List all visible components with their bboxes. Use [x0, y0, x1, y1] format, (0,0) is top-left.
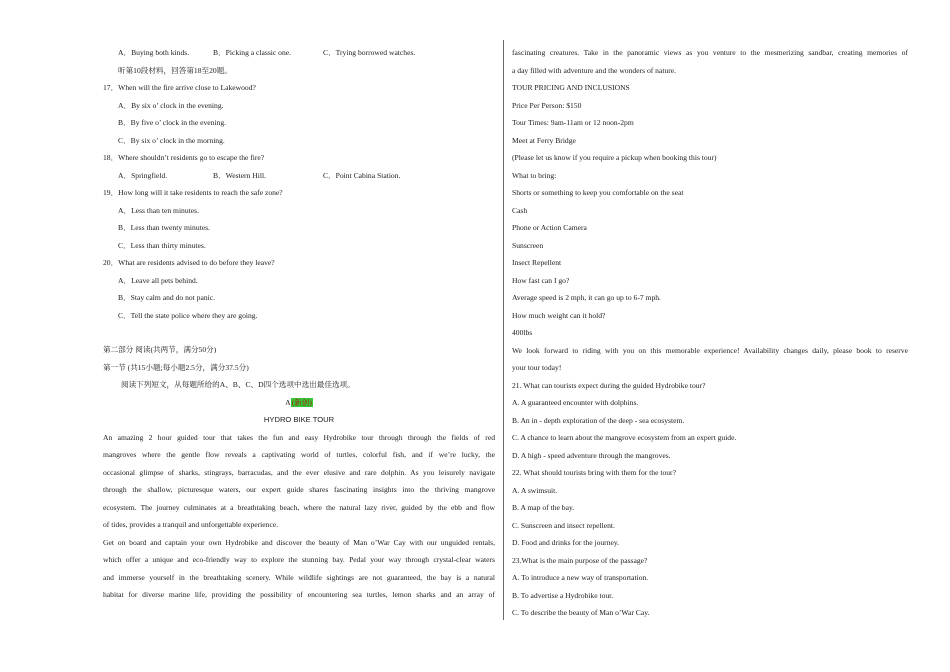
q16-options — [103, 44, 495, 62]
q17-option-b: B．By five o’ clock in the evening. — [118, 118, 227, 127]
passage-letter: A — [285, 397, 291, 407]
q22-option: A. A swimsuit. — [512, 485, 558, 495]
q16-option-a: A．Buying both kinds. — [118, 48, 190, 57]
column-divider — [503, 40, 504, 620]
reading-instruction: 阅读下列短文，从每题所给的A、B、C、D四个选项中选出最佳选项。 — [121, 380, 355, 389]
q19-option-b: B．Less than twenty minutes. — [118, 223, 210, 232]
q23-stem: 23.What is the main purpose of the passage? — [512, 555, 648, 565]
passage-source-tag: (新创) — [291, 397, 312, 407]
para1-line: through the shallow, picturesque waters, our expert guide shares fascinating insights into the thriving mangrove — [103, 485, 495, 494]
q16-option-c: C．Trying borrowed watches. — [323, 48, 416, 57]
section1-title: 第一节 (共15小题;每小题2.5分，满分37.5分) — [103, 362, 249, 372]
spacer — [103, 324, 495, 341]
right-column — [512, 44, 908, 622]
q20-option-c: C．Tell the state police where they are going. — [118, 310, 258, 320]
q21-option: B. An in - depth exploration of the deep - sea ecosystem. — [512, 415, 685, 425]
listen-instruction: 听第10段材料，回答第18至20题。 — [118, 65, 232, 75]
pricing-heading: TOUR PRICING AND INCLUSIONS — [512, 83, 630, 92]
q17-stem: 17．When will the fire arrive close to Lakewood? — [103, 83, 256, 92]
closing-line: your tour today! — [512, 363, 562, 372]
q17-option-c: C．By six o’ clock in the morning. — [118, 135, 225, 145]
q20-option-a: A．Leave all pets behind. — [118, 275, 198, 285]
speed-answer: Average speed is 2 mph, it can go up to 6-7 mph. — [512, 293, 661, 302]
q23-option: A. To introduce a new way of transportation. — [512, 573, 649, 582]
q19-option-a: A．Less than ten minutes. — [118, 205, 199, 215]
para1-line: mangroves where the gentle flow reveals a captivating world of turtles, colorful fish, and if we’re lucky, the — [103, 450, 495, 459]
para2-line: habitat for diverse marine life, providing the possibility of encountering sea turtles, lemon sharks and an array of — [103, 590, 495, 599]
q21-option: A. A guaranteed encounter with dolphins. — [512, 398, 639, 407]
q18-option-a: A．Springfield. — [118, 170, 168, 180]
bring-item: Insect Repellent — [512, 258, 562, 267]
part2-title: 第二部分 阅读(共两节，满分50分) — [103, 345, 217, 354]
para1-line: occasional glimpse of sharks, stingrays, barracudas, and the ever elusive and rare dolphin. As you leisurely navigate — [103, 467, 495, 477]
q16-option-b: B．Picking a classic one. — [213, 48, 292, 57]
q19-stem: 19．How long will it take residents to reach the safe zone? — [103, 188, 283, 197]
bring-item: Phone or Action Camera — [512, 223, 587, 232]
q19-option-c: C．Less than thirty minutes. — [118, 240, 206, 250]
q23-option: C. To describe the beauty of Man o’War Cay. — [512, 608, 650, 617]
passage-continuation-line: fascinating creatures. Take in the panoramic views as you venture to the mesmerizing sandbar, creating memories of — [512, 48, 908, 57]
para1-line: of tides, provides a tranquil and unforgettable experience. — [103, 520, 279, 529]
left-column — [103, 44, 495, 604]
q22-stem: 22. What should tourists bring with them for the tour? — [512, 468, 676, 477]
para1-line: An amazing 2 hour guided tour that takes the fun and easy Hydrobike tour through through the fields of red — [103, 432, 495, 442]
para2-line: and immerse yourself in the breathtaking scenery. While wildlife sightings are not guaranteed, the bay is a natural — [103, 572, 495, 582]
para2-line: which offer a unique and eco-friendly way to explore the stunning bay. Pedal your way through crystal-clear waters — [103, 555, 495, 564]
passage-label — [103, 394, 495, 412]
para1-line: ecosystem. The journey culminates at a breathtaking beach, where the natural lazy river, guided by the ebb and flow — [103, 502, 495, 512]
q22-option: C. Sunscreen and insect repellent. — [512, 520, 615, 530]
q18-stem: 18．Where shouldn’t residents go to escape the fire? — [103, 153, 265, 162]
price-line: Price Per Person: $150 — [512, 100, 582, 110]
q21-option: D. A high - speed adventure through the mangroves. — [512, 450, 671, 460]
what-to-bring-heading: What to bring: — [512, 170, 557, 180]
q20-option-b: B．Stay calm and do not panic. — [118, 293, 216, 302]
q20-stem: 20．What are residents advised to do before they leave? — [103, 258, 275, 267]
q18-option-b: B．Western Hill. — [213, 170, 266, 180]
closing-line: We look forward to riding with you on this memorable experience! Availability changes daily, please book to reserve — [512, 345, 908, 355]
weight-question: How much weight can it hold? — [512, 310, 606, 320]
bring-item: Shorts or something to keep you comfortable on the seat — [512, 188, 684, 197]
tour-times-line: Tour Times: 9am-11am or 12 noon-2pm — [512, 118, 634, 127]
q21-option: C. A chance to learn about the mangrove ecosystem from an expert guide. — [512, 433, 737, 442]
passage-title: HYDRO BIKE TOUR — [263, 415, 335, 424]
bring-item: Cash — [512, 205, 528, 215]
q23-option: B. To advertise a Hydrobike tour. — [512, 590, 614, 600]
weight-answer: 400lbs — [512, 328, 533, 337]
passage-continuation-line: a day filled with adventure and the wonders of nature. — [512, 65, 677, 75]
bring-item: Sunscreen — [512, 240, 544, 250]
q18-options — [103, 167, 495, 185]
passage-paragraph-2 — [103, 534, 495, 604]
speed-question: How fast can I go? — [512, 275, 570, 285]
para2-line: Get on board and captain your own Hydrobike and discover the beauty of Man o’War Cay with our unguided rentals, — [103, 537, 495, 547]
q22-option: D. Food and drinks for the journey. — [512, 538, 620, 547]
pickup-note: (Please let us know if you require a pickup when booking this tour) — [512, 153, 717, 162]
q17-option-a: A．By six o’ clock in the evening. — [118, 100, 224, 110]
q21-stem: 21. What can tourists expect during the guided Hydrobike tour? — [512, 380, 706, 390]
passage-paragraph-1 — [103, 429, 495, 534]
meeting-point-line: Meet at Ferry Bridge — [512, 135, 576, 145]
q22-option: B. A map of the bay. — [512, 503, 575, 512]
q18-option-c: C．Point Cabina Station. — [323, 170, 401, 180]
